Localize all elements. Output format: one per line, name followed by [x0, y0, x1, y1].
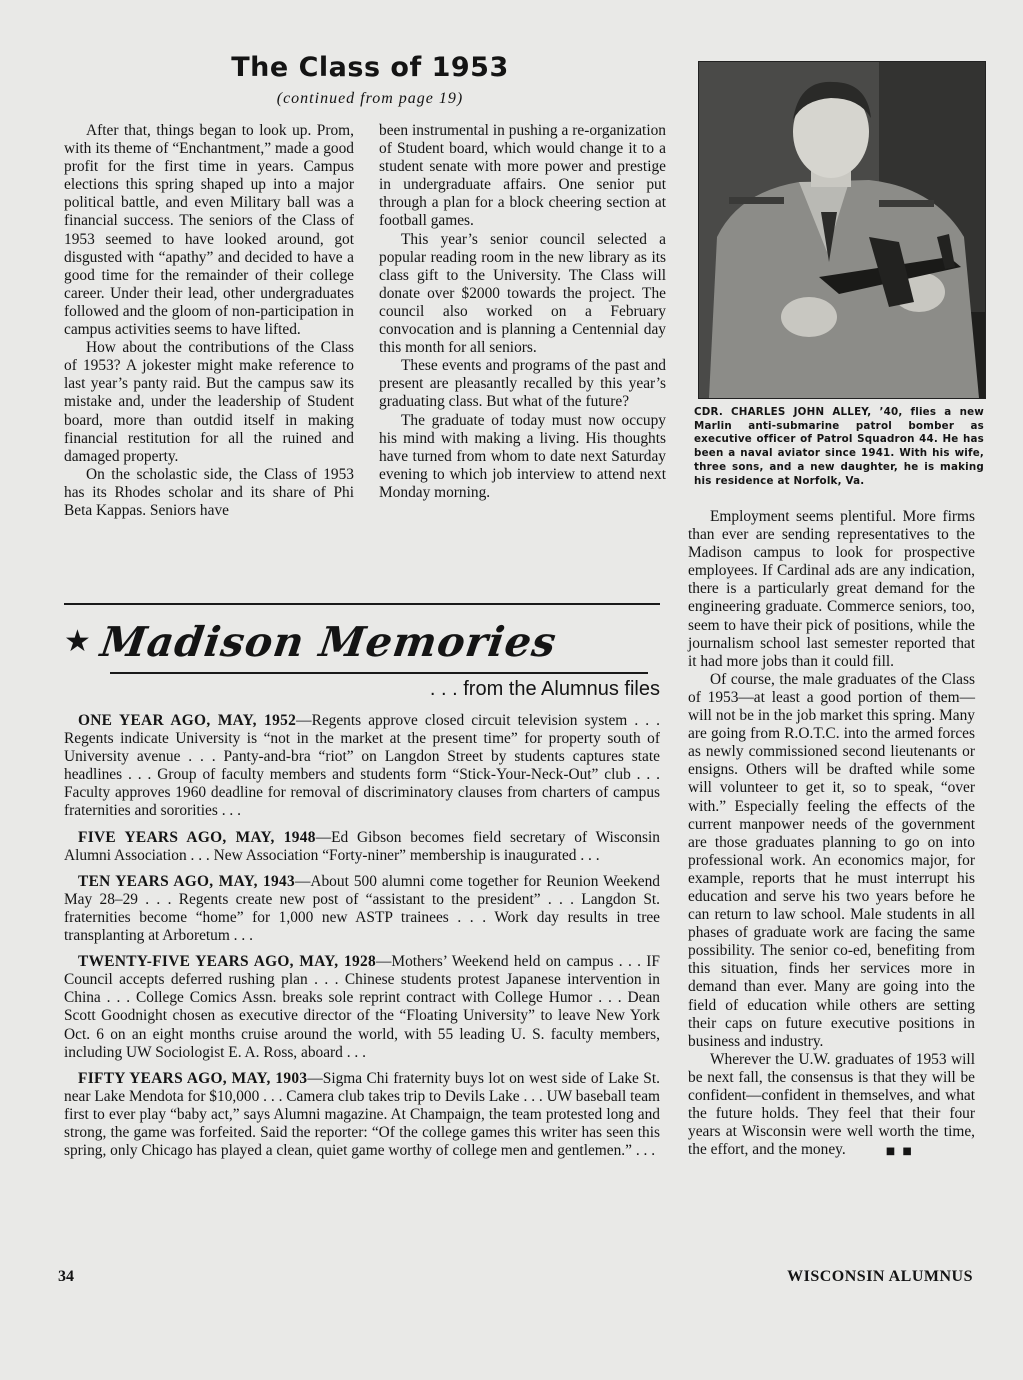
photo-caption: CDR. CHARLES JOHN ALLEY, ’40, flies a new Marlin anti-submarine patrol bomber as executive officer of Patrol Squadron 44. He has been a naval aviator since 1941. With his wife, three sons, and a new daughter, he is making his residence at Norfolk, Va.: [694, 406, 984, 487]
paragraph: These events and programs of the past and present are pleasantly recalled by this year’s graduating class. But what of the future?: [379, 357, 666, 411]
memories-heading: [64, 612, 664, 672]
paragraph-text: Wherever the U.W. graduates of 1953 will be next fall, the consensus is that they will be confident—confident in themselves, and what the future holds. They feel that their four years at Wisconsin were well worth the time, the effort, and the money.: [688, 1050, 975, 1159]
article-column-1: [64, 122, 354, 520]
article-title: The Class of 1953: [231, 52, 509, 83]
memories-title: Madison Memories: [97, 618, 560, 666]
end-mark: ■ ■: [885, 1146, 914, 1158]
paragraph: [688, 1051, 975, 1162]
entry-lead: ONE YEAR AGO, MAY, 1952: [78, 712, 297, 729]
entry-lead: FIFTY YEARS AGO, MAY, 1903: [78, 1069, 308, 1087]
entry-text: —Ed Gibson becomes field secretary of Wisconsin Alumni Association . . . New Association “Forty-niner” membership is inaugurated . . .: [64, 828, 660, 864]
memory-entry: [64, 829, 660, 865]
article-column-2: [379, 122, 666, 502]
star-icon: ★: [64, 624, 91, 659]
entry-text: —Mothers’ Weekend held on campus . . . IF Council accepts deferred rushing plan . . . Chinese students protest Japanese intervention in China . . . College Comics Assn. breaks sole reprint contract with College Humor . . . Dean Scott Goodnight chosen as executive director of the “Floating University” to leave New York Oct. 6 on an eight months cruise around the world, with 55 leading U. S. faculty members, including UW Sociologist E. A. Ross, aboard . . .: [64, 953, 660, 1061]
magazine-name: WISCONSIN ALUMNUS: [787, 1268, 973, 1285]
section-divider: [64, 603, 660, 605]
paragraph: On the scholastic side, the Class of 1953 has its Rhodes scholar and its share of Phi Beta Kappas. Seniors have: [64, 465, 354, 519]
paragraph: Of course, the male graduates of the Class of 1953—at least a good portion of them—will not be in the job market this spring. Many are going from R.O.T.C. into the armed forces as newly commissioned second lieutenants or ensigns. Others will be drafted while some will volunteer to get it, so to speak, “over with.” Especially feeling the effects of the current manpower needs of the government are those graduates planning to go on into professional work. An economics major, for example, reports that he must interrupt his education and serve his two years before he can return to law school. Male students in all phases of graduate work are facing the same possibility. The senior co-ed, benefiting from this situation, finds her services more in demand than ever. Many are going into the field of education while others are setting their caps on future executive positions in business and industry.: [688, 670, 975, 1050]
entry-text: —About 500 alumni come together for Reunion Weekend May 28–29 . . . Regents create new post of “assistant to the president” . . . Langdon St. fraternities become “home” for 1,000 new ASTP trainees . . . Work day results in tree transplanting at Arboretum . . .: [64, 872, 660, 945]
paragraph: The graduate of today must now occupy his mind with making a living. His thoughts have turned from whom to date next Saturday evening to which job interview to attend next Monday morning.: [379, 411, 666, 501]
entry-lead: FIVE YEARS AGO, MAY, 1948: [78, 828, 316, 846]
entry-lead: TEN YEARS AGO, MAY, 1943: [78, 872, 295, 890]
entry-text: —Regents approve closed circuit television system . . . Regents indicate University is “not in the market at the present time” for property south of University avenue . . . Panty-and-bra “riot” on Langdon Street by students captures state headlines . . . Group of faculty members and students form “Stick-Your-Neck-Out” club . . . Faculty approves 1960 deadline for removal of discriminatory clauses from charters of campus fraternities and sororities . . .: [64, 712, 661, 820]
entry-lead: TWENTY-FIVE YEARS AGO, MAY, 1928: [78, 953, 376, 971]
memories-underline: [110, 672, 648, 674]
paragraph: Employment seems plentiful. More firms than ever are sending representatives to the Madison campus to look for prospective employees. If Cardinal ads are any indication, there is a particularly great demand for the engineering graduate. Commerce seniors, too, seem to have their pick of positions, while the journalism school last semester reported that it had more jobs than it could fill.: [688, 508, 975, 670]
memory-entry: [64, 712, 660, 821]
officer-photo-illustration: [699, 62, 985, 398]
paragraph: This year’s senior council selected a popular reading room in the new library as its class gift to the University. The Class will donate over $2000 towards the project. The council also worked on a February convocation and is planning a Centennial day this month for all seniors.: [379, 230, 666, 357]
memory-entry: [64, 953, 660, 1062]
article-subtitle: (continued from page 19): [276, 90, 464, 107]
memory-entry: [64, 873, 660, 945]
paragraph: been instrumental in pushing a re-organization of Student board, which would change it to a student senate with more power and prestige in undergraduate affairs. One senior put through a plan for a block cheering section at football games.: [379, 122, 666, 230]
officer-photo: [698, 61, 986, 399]
entry-text: —Sigma Chi fraternity buys lot on west side of Lake St. near Lake Mendota for $10,000 . . . Camera club takes trip to Devils Lake . . . UW baseball team first to ever play “baby act,” says Alumni magazine. At Champaign, the team protested long and strong, the game was forfeited. Said the reporter: “Of the college games this writer has seen this spring, only Chicago has played a clean, quiet game worthy of college men and gentlemen.” . . .: [64, 1069, 660, 1160]
paragraph: How about the contributions of the Class of 1953? A jokester might make reference to last year’s panty raid. But the campus saw its mistake and, under the leadership of Student board, more than outdid itself in making financial restitution for all the ruined and damaged property.: [64, 339, 354, 465]
memories-subtitle: . . . from the Alumnus files: [429, 678, 660, 700]
memory-entry: [64, 1070, 660, 1160]
paragraph: After that, things began to look up. Prom, with its theme of “Enchantment,” made a good profit for the first time in years. Campus elections this spring shaped up into a major political battle, and even Military ball was a financial success. The seniors of the Class of 1953 seemed to have looked around, got disgusted with “apathy” and decided to have a good time for the remainder of their college career. Under their lead, other undergraduates followed and the gloom of non-participation in campus activities seems to have lifted.: [64, 122, 354, 339]
memories-entries: [64, 712, 660, 1168]
page-number: 34: [58, 1268, 74, 1285]
article-column-3: [688, 508, 975, 1161]
